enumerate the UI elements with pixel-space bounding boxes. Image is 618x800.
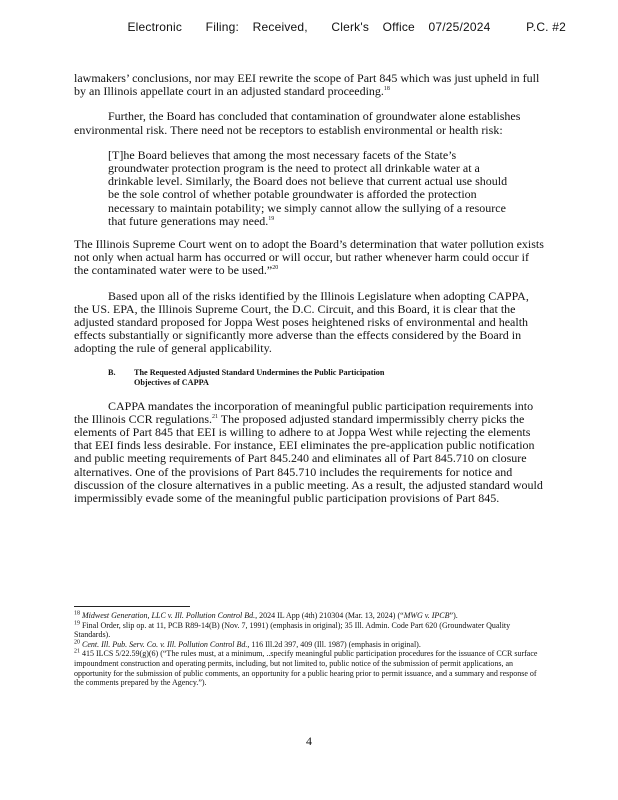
footnote: $^{20}$ Cent. Ill. Pub. Serv. Co. v. Ill. Pollution Control Bd., 116 Ill.2d 397, 409 (Ill. 1987) (emphasis in original). xyxy=(74,639,421,649)
footnote: $^{21}$ 415 ILCS 5/22.59(g)(6) (“The rules must, at a minimum, ..specify meaningful public participation procedures for the issuance of CCR surface impoundment construction and operating permits, including, but not limited to, public notice of the submission of permit applications, an opportunity for the submission of public comments, an opportunity for a public hearing prior to permit issuance, and a summary and response of the comments prepared by the Agency.”). xyxy=(74,648,538,688)
stamp-part: Clerk's xyxy=(331,20,370,34)
footnote-ref[interactable]: 19 xyxy=(268,215,275,222)
footnote-separator xyxy=(74,606,190,607)
paragraph: Further, the Board has concluded that contamination of groundwater alone establishes environmental risk. There need not be receptors to establish environmental or health risk: xyxy=(74,109,521,137)
block-quote: [T]he Board believes that among the most necessary facets of the State’s groundwater protection program is the need to protect all drinkable water at a drinkable level. Similarly, the Board does not believe that current actual use should be the sole control of whether potable groundwater is afforded the protection necessary to maintain potability; we simply cannot allow the sullying of a resource that future generations may need.$^{19}$ xyxy=(108,147,508,228)
footnotes xyxy=(74,611,546,688)
section-title-line1: The Requested Adjusted Standard Undermines the Public Participation xyxy=(134,367,385,377)
section-heading xyxy=(74,368,544,388)
footnote-ref[interactable]: 21 xyxy=(212,413,218,420)
stamp-part: Filing: xyxy=(205,20,240,34)
footnote-ref[interactable]: 18 xyxy=(383,86,390,93)
stamp-part: Office xyxy=(382,20,415,34)
page-number: 4 xyxy=(306,734,312,748)
section-number: B. xyxy=(108,367,116,377)
public-comment-number: P.C. #2 xyxy=(526,20,566,34)
stamp-part: Received, xyxy=(252,20,308,34)
filing-stamp xyxy=(0,20,618,34)
section-title-line2: Objectives of CAPPA xyxy=(134,377,209,387)
paragraph: CAPPA mandates the incorporation of meaningful public participation requirements into the Illinois CCR regulations.$^{21}$ The proposed adjusted standard impermissibly cherry picks the elements of Part 845 that EEI is willing to adhere to at Joppa West while rejecting the elements that EEI finds less desirable. For instance, EEI eliminates the pre-application public notification and public meeting requirements of Part 845.240 and eliminates all of Part 845.710 on closure alternatives. One of the provisions of Part 845.710 includes the requirements for notice and discussion of the closure alternatives in a public meeting. As a result, the adjusted standard would impermissibly evade some of the meaningful public participation provisions of Part 845. xyxy=(74,398,543,506)
footnote: $^{19}$ Final Order, slip op. at 11, PCB R89-14(B) (Nov. 7, 1991) (emphasis in original); 35 Ill. Admin. Code Part 620 (Groundwater Quality Standards). xyxy=(74,619,511,640)
paragraph: lawmakers’ conclusions, nor may EEI rewrite the scope of Part 845 which was just upheld in full by an Illinois appellate court in an adjusted standard proceeding.$^{18}$ xyxy=(74,71,540,99)
stamp-part: Electronic xyxy=(127,20,183,34)
paragraph: The Illinois Supreme Court went on to adopt the Board’s determination that water pollution exists not only when actual harm has occurred or will occur, but rather whenever harm could occur if the contaminated water were to be used.”$^{20}$ xyxy=(74,237,544,278)
body-text xyxy=(74,72,544,517)
paragraph: Based upon all of the risks identified by the Illinois Legislature when adopting CAPPA, the US. EPA, the Illinois Supreme Court, the D.C. Circuit, and this Board, it is clear that the adjusted standard proposed for Joppa West poses heightened risks of environmental and health effects substantially or significantly more adverse than the effects considered by the Board in adopting the rule of general applicability. xyxy=(74,288,529,356)
stamp-date: 07/25/2024 xyxy=(428,20,491,34)
footnote-ref[interactable]: 20 xyxy=(272,265,279,272)
footnote: $^{18}$ Midwest Generation, LLC v. Ill. Pollution Control Bd., 2024 IL App (4th) 210304 (Mar. 13, 2024) (“MWG v. IPCB”). xyxy=(74,610,458,620)
